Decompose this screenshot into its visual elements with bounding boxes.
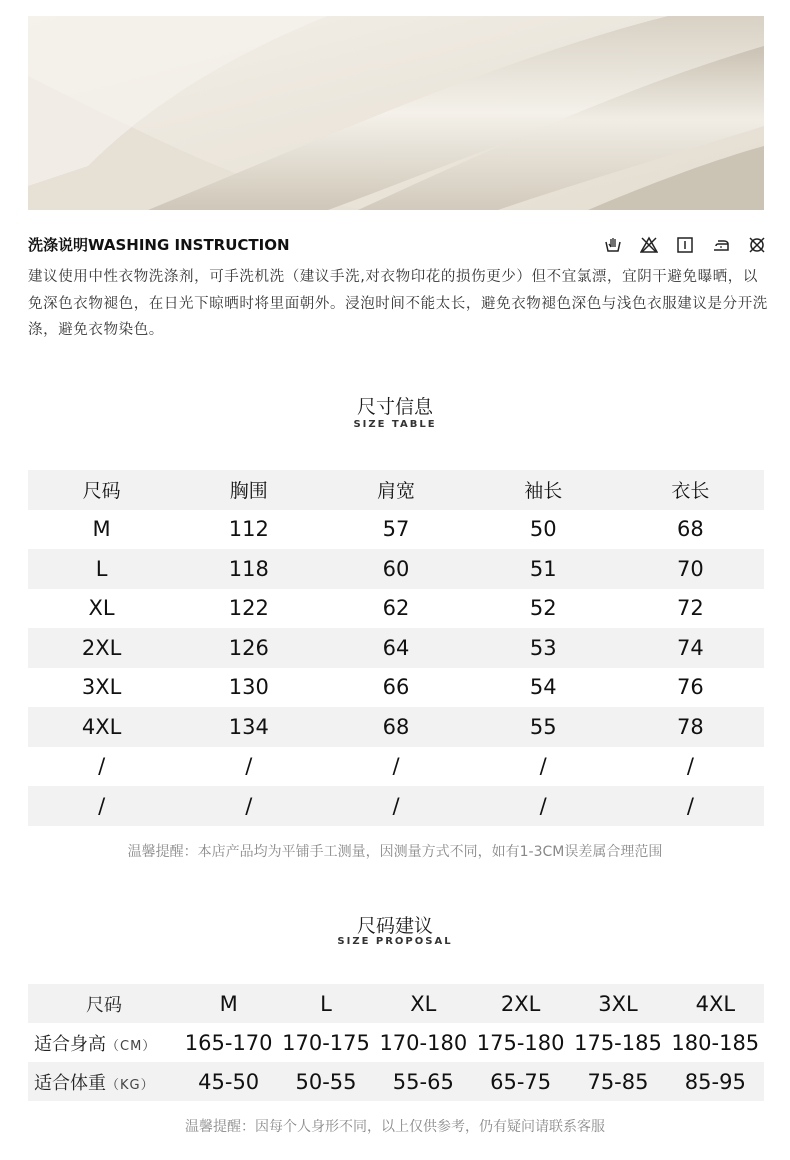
size-cell: 2XL bbox=[500, 991, 541, 1016]
table-cell: / bbox=[392, 754, 400, 779]
table-cell: / bbox=[686, 793, 694, 818]
weight-cell: 85-95 bbox=[684, 1069, 746, 1094]
table-row bbox=[28, 668, 764, 708]
table-cell: 74 bbox=[677, 635, 704, 660]
table-cell: L bbox=[95, 556, 108, 581]
table-cell: 76 bbox=[677, 675, 704, 700]
care-icons bbox=[604, 236, 766, 254]
table-cell: / bbox=[686, 754, 694, 779]
header-cell: 衣长 bbox=[671, 480, 710, 503]
table-cell: 52 bbox=[529, 596, 557, 621]
table-row bbox=[28, 549, 764, 589]
height-unit: （CM） bbox=[106, 1038, 157, 1054]
height-label bbox=[28, 1030, 180, 1056]
table-cell: 112 bbox=[228, 517, 269, 542]
table-cell: 2XL bbox=[81, 635, 122, 660]
tumble-dry-icon bbox=[676, 236, 694, 254]
weight-cell: 75-85 bbox=[587, 1069, 649, 1094]
table-cell: 51 bbox=[529, 556, 557, 581]
weight-label bbox=[28, 1069, 180, 1095]
table-cell: 57 bbox=[382, 517, 410, 542]
table-cell: / bbox=[539, 754, 547, 779]
fabric-photo bbox=[28, 16, 764, 210]
height-row bbox=[28, 1023, 764, 1062]
size-table bbox=[28, 470, 764, 826]
table-cell: 70 bbox=[677, 556, 704, 581]
table-cell: 4XL bbox=[81, 714, 122, 739]
size-cell: XL bbox=[410, 991, 437, 1016]
hand-wash-icon bbox=[604, 236, 622, 254]
table-row bbox=[28, 628, 764, 668]
table-cell: 50 bbox=[529, 517, 557, 542]
weight-unit: （KG） bbox=[106, 1077, 155, 1093]
height-cell: 170-180 bbox=[379, 1030, 468, 1055]
iron-icon bbox=[712, 236, 730, 254]
table-cell: 64 bbox=[382, 635, 410, 660]
header-cell: 肩宽 bbox=[377, 480, 416, 503]
table-cell: / bbox=[392, 793, 400, 818]
table-cell: 54 bbox=[529, 675, 557, 700]
size-cell: 3XL bbox=[598, 991, 638, 1016]
proposal-header-label: 尺码 bbox=[86, 994, 122, 1016]
height-cell: 170-175 bbox=[282, 1030, 370, 1055]
table-cell: 3XL bbox=[81, 675, 122, 700]
table-row bbox=[28, 707, 764, 747]
table-cell: 66 bbox=[382, 675, 410, 700]
header-cell: 尺码 bbox=[82, 480, 121, 503]
table-cell: / bbox=[539, 793, 547, 818]
size-table-header bbox=[28, 470, 764, 510]
size-table-title: 尺寸信息 bbox=[356, 396, 433, 418]
size-table-subtitle: SIZE TABLE bbox=[353, 419, 437, 430]
table-cell: 68 bbox=[382, 714, 410, 739]
table-cell: XL bbox=[88, 596, 115, 621]
proposal-header-row bbox=[28, 984, 764, 1023]
table-row bbox=[28, 747, 764, 787]
table-cell: 60 bbox=[382, 556, 410, 581]
table-cell: 78 bbox=[677, 714, 704, 739]
table-cell: / bbox=[98, 793, 106, 818]
washing-title: 洗涤说明WASHING INSTRUCTION bbox=[28, 236, 290, 254]
no-dry-clean-icon bbox=[748, 236, 766, 254]
table-cell: / bbox=[245, 793, 253, 818]
weight-cell: 55-65 bbox=[392, 1069, 454, 1094]
table-cell: 118 bbox=[228, 556, 269, 581]
size-proposal-subtitle: SIZE PROPOSAL bbox=[337, 936, 453, 947]
header-cell: 袖长 bbox=[524, 480, 563, 503]
height-cell: 175-185 bbox=[574, 1030, 662, 1055]
table-cell: 72 bbox=[677, 596, 704, 621]
size-proposal-title: 尺码建议 bbox=[356, 915, 433, 937]
weight-label-text: 适合体重 bbox=[34, 1072, 106, 1094]
size-proposal-table bbox=[28, 984, 764, 1101]
table-row bbox=[28, 786, 764, 826]
size-cell: 4XL bbox=[695, 991, 736, 1016]
table-cell: 134 bbox=[228, 714, 269, 739]
table-cell: 62 bbox=[382, 596, 410, 621]
size-cell: M bbox=[219, 991, 238, 1016]
height-cell: 175-180 bbox=[476, 1030, 565, 1055]
no-bleach-icon bbox=[640, 236, 658, 254]
table-cell: 126 bbox=[228, 635, 269, 660]
header-cell: 胸围 bbox=[229, 480, 268, 503]
size-proposal-note: 温馨提醒：因每个人身形不同，以上仅供参考，仍有疑问请联系客服 bbox=[185, 1119, 605, 1135]
height-label-text: 适合身高 bbox=[34, 1033, 106, 1055]
height-cell: 165-170 bbox=[184, 1030, 273, 1055]
table-cell: M bbox=[92, 517, 111, 542]
weight-cell: 65-75 bbox=[490, 1069, 552, 1094]
table-cell: 130 bbox=[228, 675, 269, 700]
weight-cell: 45-50 bbox=[198, 1069, 260, 1094]
size-cell: L bbox=[320, 991, 332, 1016]
table-cell: 122 bbox=[228, 596, 269, 621]
table-row bbox=[28, 589, 764, 629]
washing-text: 建议使用中性衣物洗涤剂，可手洗机洗（建议手洗,对衣物印花的损伤更少）但不宜氯漂，宜阴干避免曝晒，以免深色衣物褪色，在日光下晾晒时将里面朝外。浸泡时间不能太长，避免衣物褪色深色与浅色衣服建议是分开洗涤，避免衣物染色。 bbox=[28, 269, 768, 338]
table-row bbox=[28, 510, 764, 550]
weight-row bbox=[28, 1062, 764, 1101]
size-table-note: 温馨提醒：本店产品均为平铺手工测量，因测量方式不同，如有1-3CM误差属合理范围 bbox=[127, 844, 663, 860]
table-cell: 55 bbox=[529, 714, 557, 739]
table-cell: 53 bbox=[529, 635, 557, 660]
height-cell: 180-185 bbox=[671, 1030, 760, 1055]
table-cell: / bbox=[245, 754, 253, 779]
table-cell: / bbox=[98, 754, 106, 779]
table-cell: 68 bbox=[677, 517, 704, 542]
weight-cell: 50-55 bbox=[295, 1069, 357, 1094]
